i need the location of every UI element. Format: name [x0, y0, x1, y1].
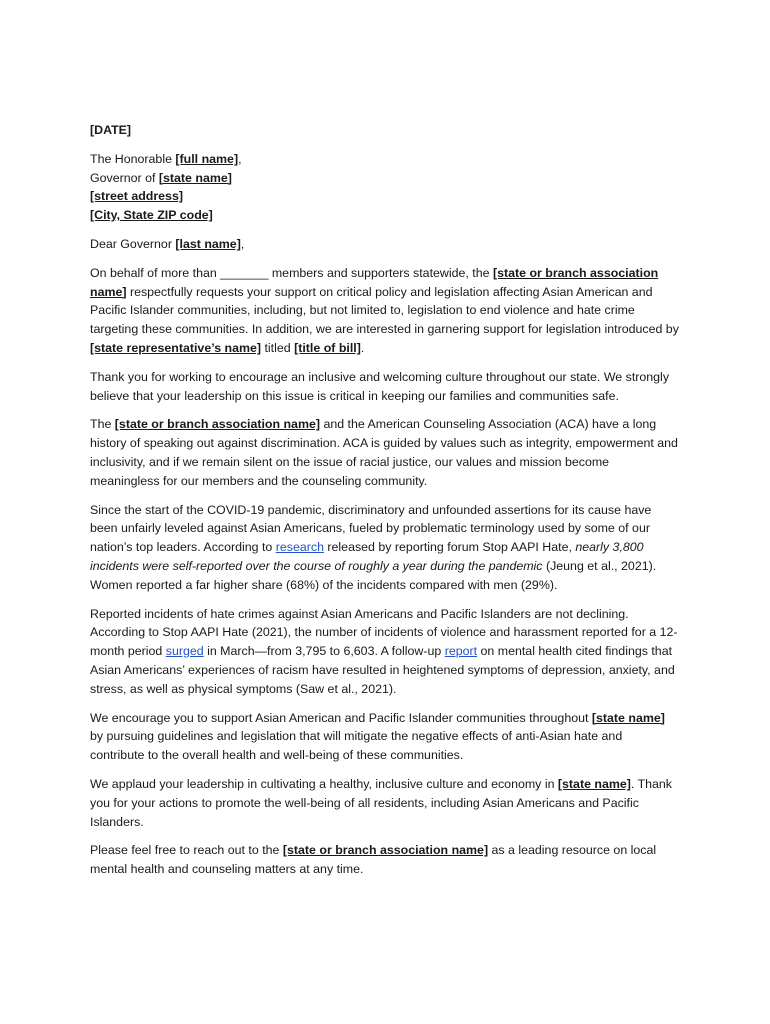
research-link[interactable]: research [275, 540, 324, 555]
addressee-block [90, 150, 680, 225]
paragraph-3 [90, 415, 680, 490]
p3-text-2: and the American Counseling Association (ACA) have a long history of speaking out against discrimination. ACA is guided by values such as integrity, empowerment and inclusivity, and if we remain silent on the issue of racial justice, our values and mission become meaningless for our members and the counseling community. [90, 417, 678, 488]
salutation-suffix: , [240, 236, 245, 251]
p6-text-2: by pursuing guidelines and legislation that will mitigate the negative effects of anti-Asian hate and contribute to the overall health and well-being of these communities. [90, 729, 623, 763]
city-state-zip-placeholder: [City, State ZIP code] [90, 208, 213, 223]
state-name-placeholder: [state name] [158, 170, 232, 185]
p1-text-4: . [360, 340, 365, 355]
p7-text-1: We applaud your leadership in cultivating a healthy, inclusive culture and economy in [90, 776, 558, 791]
paragraph-4 [90, 501, 680, 595]
report-link[interactable]: report [444, 644, 478, 659]
p4-text-2: released by reporting forum Stop AAPI Hate, [323, 540, 576, 555]
p1-text-3: titled [261, 340, 295, 355]
addressee-comma: , [238, 151, 242, 166]
p4-text-1: Since the start of the COVID-19 pandemic, discriminatory and unfounded assertions for its cause have been unfairly leveled against Asian Americans, fueled by problematic terminology used by some of our nation’s top leaders. According to [90, 502, 652, 555]
association-name-placeholder: [state or branch association name] [282, 843, 489, 858]
street-address-placeholder: [street address] [90, 189, 183, 204]
salutation [90, 235, 680, 254]
association-name-placeholder: [state or branch association name] [90, 265, 659, 299]
paragraph-1 [90, 264, 680, 358]
surged-link[interactable]: surged [165, 644, 204, 659]
paragraph-6 [90, 709, 680, 765]
p6-text-1: We encourage you to support Asian American and Pacific Islander communities throughout [90, 710, 592, 725]
p3-text-1: The [90, 417, 115, 432]
p5-text-1: Reported incidents of hate crimes against Asian Americans and Pacific Islanders are not declining. According to Stop AAPI Hate (2021), the number of incidents of violence and harassment reported for a 12-month period [90, 606, 678, 659]
association-name-placeholder: [state or branch association name] [114, 417, 320, 432]
paragraph-5 [90, 605, 680, 699]
paragraph-7 [90, 775, 680, 831]
last-name-placeholder: [last name] [175, 236, 241, 251]
governor-of-text: Governor of [90, 170, 159, 185]
state-name-placeholder: [state name] [591, 710, 665, 725]
salutation-prefix: Dear Governor [90, 236, 176, 251]
p1-text-1: On behalf of more than _______ members and supporters statewide, the [90, 265, 493, 280]
p5-text-3: on mental health cited findings that Asian Americans’ experiences of racism have resulted in heightened symptoms of depression, anxiety, and stress, as well as physical symptoms (Saw et al., 2021). [90, 644, 675, 696]
p1-text-2: respectfully requests your support on critical policy and legislation affecting Asian American and Pacific Islander communities, including, but not limited to, legislation to end violence and hate crime targeting these communities. In addition, we are interested in garnering support for legislation introduced by [90, 284, 679, 337]
p4-italic-text: nearly 3,800 incidents were self-reported over the course of roughly a year during the pandemic [90, 540, 644, 573]
p7-text-2: . Thank you for your actions to promote the well-being of all residents, including Asian Americans and Pacific Islanders. [90, 776, 673, 829]
letter-date: [DATE] [90, 123, 132, 137]
p4-text-3: (Jeung et al., 2021). Women reported a far higher share (68%) of the incidents compared with men (29%). [90, 558, 657, 592]
letter-body [90, 121, 680, 889]
p8-text-1: Please feel free to reach out to the [90, 843, 283, 858]
representative-name-placeholder: [state representative’s name] [90, 340, 262, 355]
full-name-placeholder: [full name] [175, 151, 239, 166]
paragraph-2: Thank you for working to encourage an inclusive and welcoming culture throughout our state. We strongly believe that your leadership on this issue is critical in keeping our families and communities safe. [90, 369, 670, 403]
addressee-line-governor [90, 169, 680, 188]
honorable-prefix: The Honorable [90, 151, 176, 166]
state-name-placeholder: [state name] [557, 776, 631, 791]
addressee-line-name [90, 150, 680, 169]
p8-text-2: as a leading resource on local mental health and counseling matters at any time. [90, 843, 657, 877]
p5-text-2: in March—from 3,795 to 6,603. A follow-up [203, 644, 445, 659]
paragraph-8 [90, 841, 680, 879]
bill-title-placeholder: [title of bill] [294, 340, 361, 355]
